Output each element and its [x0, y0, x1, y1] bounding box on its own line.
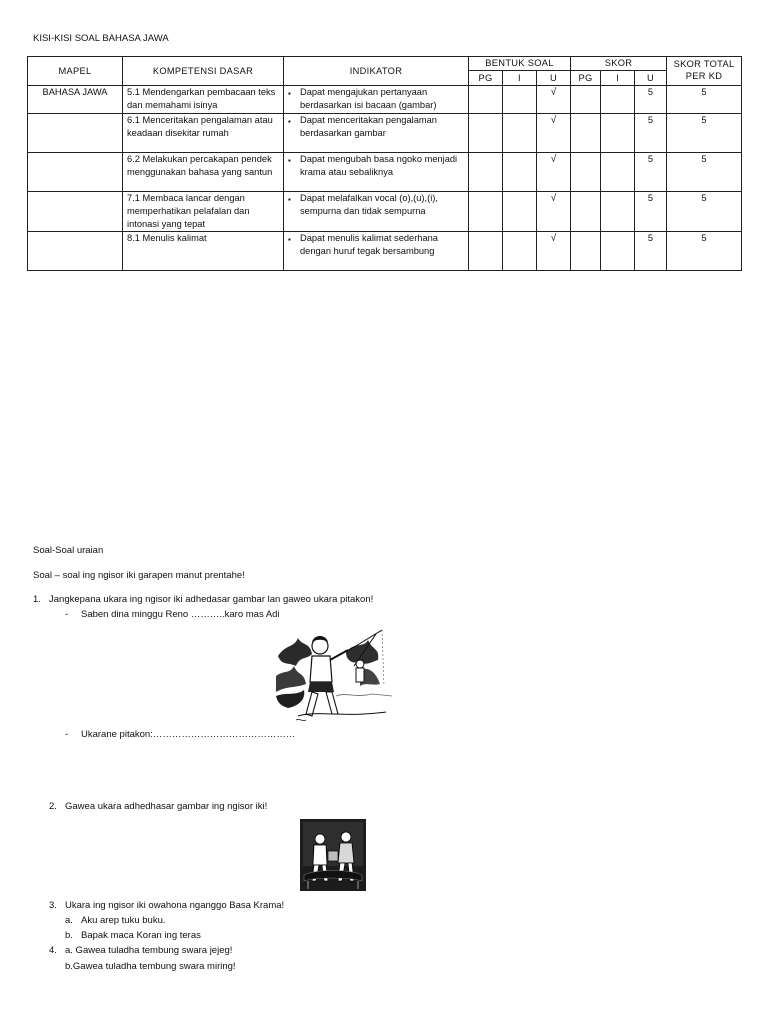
cell-u-checkmark: √ — [537, 232, 571, 271]
header-indikator: INDIKATOR — [284, 57, 469, 86]
cell-skor-total: 5 — [667, 113, 742, 152]
table-row — [28, 113, 742, 152]
cell-skor-u: 5 — [635, 152, 667, 191]
cell-skor-i — [601, 152, 635, 191]
cell-skor-i — [601, 113, 635, 152]
table-row — [28, 152, 742, 191]
cell-skor-u: 5 — [635, 232, 667, 271]
cell-indikator — [284, 152, 469, 191]
cell-skor-u: 5 — [635, 191, 667, 232]
question-1-number: 1. — [33, 594, 41, 605]
people-at-table-illustration — [300, 819, 366, 891]
cell-skor-pg — [571, 113, 601, 152]
dash-marker: - — [65, 609, 69, 620]
header-skor-pg: PG — [571, 71, 601, 86]
cell-skor-u: 5 — [635, 113, 667, 152]
cell-skor-total: 5 — [667, 152, 742, 191]
cell-u-checkmark: √ — [537, 113, 571, 152]
indikator-text: Dapat mengajukan pertanyaan berdasarkan isi bacaan (gambar) — [300, 87, 437, 111]
cell-u-checkmark: √ — [537, 152, 571, 191]
question-1-answer-line: Ukarane pitakon:……………………………………… — [81, 729, 296, 740]
cell-mapel — [28, 152, 123, 191]
cell-skor-pg — [571, 232, 601, 271]
question-2-text: Gawea ukara adhedhasar gambar ing ngisor iki! — [65, 801, 268, 812]
header-kompetensi-dasar: KOMPETENSI DASAR — [123, 57, 284, 86]
question-3b-text: Bapak maca Koran ing teras — [81, 930, 201, 941]
cell-indikator — [284, 232, 469, 271]
bullet-icon: ▪ — [288, 116, 291, 126]
header-mapel: MAPEL — [28, 57, 123, 86]
question-4a-text: a. Gawea tuladha tembung swara jejeg! — [65, 945, 233, 956]
cell-skor-i — [601, 86, 635, 113]
cell-skor-pg — [571, 86, 601, 113]
cell-i — [503, 152, 537, 191]
cell-i — [503, 232, 537, 271]
question-2-number: 2. — [49, 801, 57, 812]
fishing-children-illustration — [276, 626, 392, 726]
cell-kompetensi: 6.1 Menceritakan pengalaman atau keadaan disekitar rumah — [123, 113, 284, 152]
header-bentuk-soal: BENTUK SOAL — [469, 57, 571, 71]
cell-kompetensi: 6.2 Melakukan percakapan pendek menggunakan bahasa yang santun — [123, 152, 284, 191]
cell-skor-u: 5 — [635, 86, 667, 113]
kisi-kisi-table — [27, 56, 742, 271]
bullet-icon: ▪ — [288, 155, 291, 165]
cell-u-checkmark: √ — [537, 86, 571, 113]
question-3-text: Ukara ing ngisor iki owahona nganggo Basa Krama! — [65, 900, 285, 911]
cell-u-checkmark: √ — [537, 191, 571, 232]
question-4b-text: b.Gawea tuladha tembung swara miring! — [65, 961, 236, 972]
question-3b-label: b. — [65, 930, 73, 941]
table-row — [28, 191, 742, 232]
cell-pg — [469, 191, 503, 232]
cell-i — [503, 113, 537, 152]
cell-skor-i — [601, 191, 635, 232]
indikator-text: Dapat menceritakan pengalaman berdasarkan gambar — [300, 114, 437, 138]
cell-skor-total: 5 — [667, 86, 742, 113]
indikator-text: Dapat menulis kalimat sederhana dengan huruf tegak bersambung — [300, 233, 438, 257]
document-title: KISI-KISI SOAL BAHASA JAWA — [33, 33, 169, 44]
header-i: I — [503, 71, 537, 86]
question-1-sentence: Saben dina minggu Reno ………..karo mas Adi — [81, 609, 280, 620]
table-row — [28, 86, 742, 113]
bullet-icon: ▪ — [288, 194, 291, 204]
bullet-icon: ▪ — [288, 89, 291, 99]
cell-pg — [469, 86, 503, 113]
question-4-number: 4. — [49, 945, 57, 956]
cell-pg — [469, 113, 503, 152]
header-skor-total: SKOR TOTAL PER KD — [667, 57, 742, 86]
question-3a-text: Aku arep tuku buku. — [81, 915, 166, 926]
section-heading: Soal-Soal uraian — [33, 545, 104, 556]
cell-kompetensi: 5.1 Mendengarkan pembacaan teks dan memahami isinya — [123, 86, 284, 113]
cell-skor-total: 5 — [667, 191, 742, 232]
cell-mapel: BAHASA JAWA — [28, 86, 123, 113]
table-row — [28, 232, 742, 271]
cell-indikator — [284, 191, 469, 232]
cell-i — [503, 191, 537, 232]
cell-skor-pg — [571, 152, 601, 191]
header-skor: SKOR — [571, 57, 667, 71]
bullet-icon: ▪ — [288, 235, 291, 245]
header-skor-i: I — [601, 71, 635, 86]
dash-marker: - — [65, 729, 69, 740]
cell-kompetensi: 8.1 Menulis kalimat — [123, 232, 284, 271]
cell-i — [503, 86, 537, 113]
header-pg: PG — [469, 71, 503, 86]
cell-skor-i — [601, 232, 635, 271]
indikator-text: Dapat melafalkan vocal (o),(u),(i), sempurna dan tidak sempurna — [300, 192, 438, 216]
cell-indikator — [284, 113, 469, 152]
question-3a-label: a. — [65, 915, 73, 926]
cell-mapel — [28, 191, 123, 232]
header-u: U — [537, 71, 571, 86]
cell-skor-pg — [571, 191, 601, 232]
cell-indikator — [284, 86, 469, 113]
indikator-text: Dapat mengubah basa ngoko menjadi krama atau sebaliknya — [300, 153, 458, 177]
cell-kompetensi: 7.1 Membaca lancar dengan memperhatikan pelafalan dan intonasi yang tepat — [123, 191, 284, 232]
header-skor-u: U — [635, 71, 667, 86]
cell-mapel — [28, 232, 123, 271]
cell-pg — [469, 232, 503, 271]
instruction-text: Soal – soal ing ngisor iki garapen manut prentahe! — [33, 570, 245, 581]
cell-pg — [469, 152, 503, 191]
question-3-number: 3. — [49, 900, 57, 911]
question-1-text: Jangkepana ukara ing ngisor iki adhedasar gambar lan gaweo ukara pitakon! — [49, 594, 374, 605]
cell-skor-total: 5 — [667, 232, 742, 271]
cell-mapel — [28, 113, 123, 152]
